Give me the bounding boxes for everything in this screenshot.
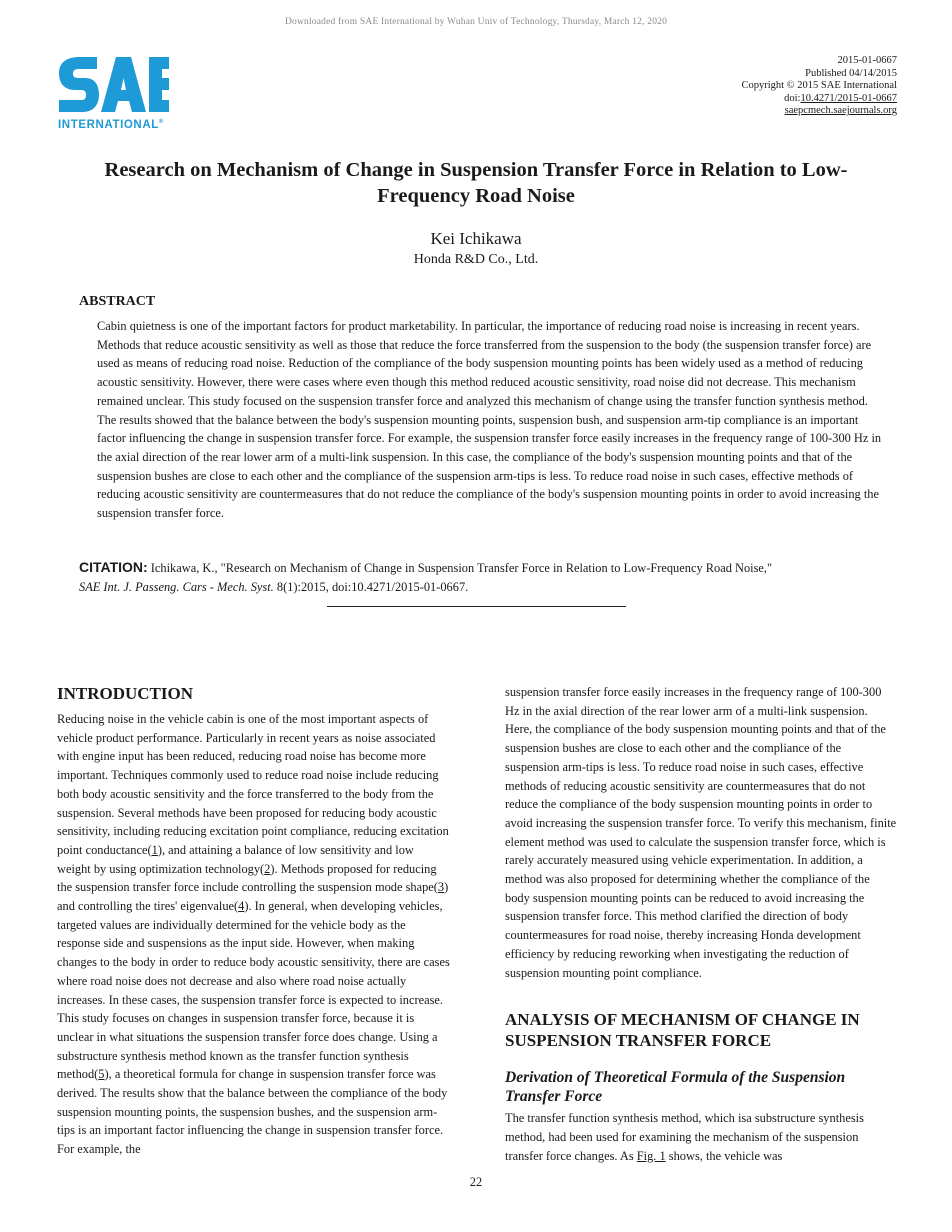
paper-id: 2015-01-0667 [837, 55, 897, 66]
introduction-text: Reducing noise in the vehicle cabin is one of the most important aspects of vehicle product performance. Particularly in recent years as noise associated with engine input has been reduced, reducing road noise has become more important. Techniques commonly used to reduce road noise include reducing both body acoustic sensitivity and the force transferred to the body from the suspension. Several methods have been proposed for reducing body acoustic sensitivity, including reducing excitation point compliance, reducing excitation point conductance(1), and attaining a balance of low sensitivity and low weight by using optimization technology(2). Methods proposed for reducing the suspension transfer force include controlling the suspension mode shape(3) and controlling the tires' eigenvalue(4). In general, when developing vehicles, targeted values are individually determined for the vehicle body as the response side and suspensions as the input side. However, when making changes to the body in order to reduce body acoustic sensitivity, there are cases where road noise does not decrease and also where road noise actually increases. In these cases, the suspension transfer force is expected to increase. This study focuses on changes in suspension transfer force, because it is unclear in what situations the suspension transfer force does change. Using a substructure synthesis method known as the transfer function synthesis method(5), a theoretical formula for change in suspension transfer force was derived. The results show that the balance between the compliance of the body suspension mounting points, the suspension bushes, and the suspension arm-tips is an important factor influencing the change in suspension transfer force. For example, the [57, 712, 450, 1157]
copyright: Copyright © 2015 SAE International [741, 80, 897, 92]
paper-title: Research on Mechanism of Change in Suspension Transfer Force in Relation to Low-Frequency Road Noise [104, 159, 848, 207]
published-date: Published 04/14/2015 [805, 67, 897, 79]
citation-details: 8(1):2015, doi:10.4271/2015-01-0667. [276, 579, 469, 594]
right-column [505, 683, 897, 1165]
derivation-text: The transfer function synthesis method, which isa substructure synthesis method, had been used for examining the mechanism of the suspension transfer force changes. As Fig. 1 shows, the vehicle was [505, 1111, 864, 1163]
author-name: Kei Ichikawa [430, 229, 522, 248]
doi-link[interactable]: 10.4271/2015-01-0667 [800, 92, 897, 104]
section-divider [327, 606, 626, 607]
page-number: 22 [469, 1175, 483, 1189]
doi-label: doi: [784, 92, 801, 104]
introduction-heading: INTRODUCTION [57, 684, 194, 703]
figure-ref-link[interactable]: Fig. 1 [636, 1148, 666, 1163]
sae-international-logo[interactable] [57, 57, 182, 133]
ref-link[interactable]: 4 [238, 899, 245, 914]
doi-line [741, 93, 897, 106]
abstract-heading: ABSTRACT [79, 294, 156, 309]
paper-metadata [741, 55, 897, 118]
introduction-continued-text: suspension transfer force easily increases in the frequency range of 100-300 Hz in the axial direction of the rear lower arm of a multi-link suspension. Here, the compliance of the body suspension mounting points and that of the suspension bushes are close to each other and the compliance of the suspension arm-tips is less. To reduce road noise in such cases, effective methods of reducing acoustic sensitivity are countermeasures that do not reduce the compliance of the body suspension mounting points in order to avoid increasing the suspension transfer force. To verify this mechanism, finite element method was used to calculate the suspension transfer force, which is rarely accurately measured using vehicle experimentation. In addition, a method was also proposed for determining whether the compliance of the body suspension mounting points can be reduced to avoid increasing the suspension transfer force. This method clarified the direction of body countermeasures for road noise, thereby increasing Honda development efficiency by reducing reworking when investigating the reduction of suspension mounting point compliance. [505, 685, 897, 980]
journal-link[interactable]: saepcmech.saejournals.org [784, 105, 897, 117]
citation-text: Ichikawa, K., "Research on Mechanism of Change in Suspension Transfer Force in Relation to Low-Frequency Road Noise," [150, 561, 773, 575]
citation-label: CITATION: [79, 559, 148, 575]
citation [79, 558, 889, 596]
author-affiliation: Honda R&D Co., Ltd. [413, 252, 539, 267]
ref-link[interactable]: 3 [437, 880, 445, 895]
ref-link[interactable]: 5 [98, 1067, 105, 1082]
left-column [57, 683, 450, 1159]
registered-mark: ® [158, 119, 164, 125]
derivation-subheading: Derivation of Theoretical Formula of the Suspension Transfer Force [505, 1069, 846, 1106]
abstract-text: Cabin quietness is one of the important factors for product marketability. In particular, the importance of reducing road noise is increasing in recent years. Methods that reduce acoustic sensitivity as well as those that reduce the force transferred from the suspension to the body (the suspension transfer force) are used as means of reducing road noise. Reduction of the compliance of the body suspension mounting points has been widely used as a method of reducing acoustic sensitivity. However, there were cases where even though this method reduced acoustic sensitivity, road noise did not decrease. This mechanism remained unclear. This study focused on the suspension transfer force and analyzed this mechanism of change using the transfer function synthesis method. The results showed that the balance between the body's suspension mounting points, suspension bush, and suspension arm-tip compliance is an important factor influencing the change in suspension transfer force. For example, the suspension transfer force easily increases in the frequency range of 100-300 Hz in the axial direction of the rear lower arm of a multi-link suspension. In this case, the compliance of the body's suspension mounting points and that of the suspension bushes are close to each other and the compliance of the suspension arm-tips is less. To reduce road noise in such cases, effective methods of reducing acoustic sensitivity are countermeasures that do not reduce the compliance of the body's suspension mounting points in order to avoid increasing the suspension transfer force. [97, 319, 882, 521]
citation-journal: SAE Int. J. Passeng. Cars - Mech. Syst. [79, 579, 274, 594]
ref-link[interactable]: 2 [264, 861, 271, 876]
ref-link[interactable]: 1 [151, 842, 158, 857]
logo-subtext: INTERNATIONAL [58, 119, 159, 131]
download-note: Downloaded from SAE International by Wuhan Univ of Technology, Thursday, March 12, 2020 [284, 17, 668, 27]
analysis-heading: ANALYSIS OF MECHANISM OF CHANGE IN SUSPENSION TRANSFER FORCE [505, 1010, 860, 1050]
